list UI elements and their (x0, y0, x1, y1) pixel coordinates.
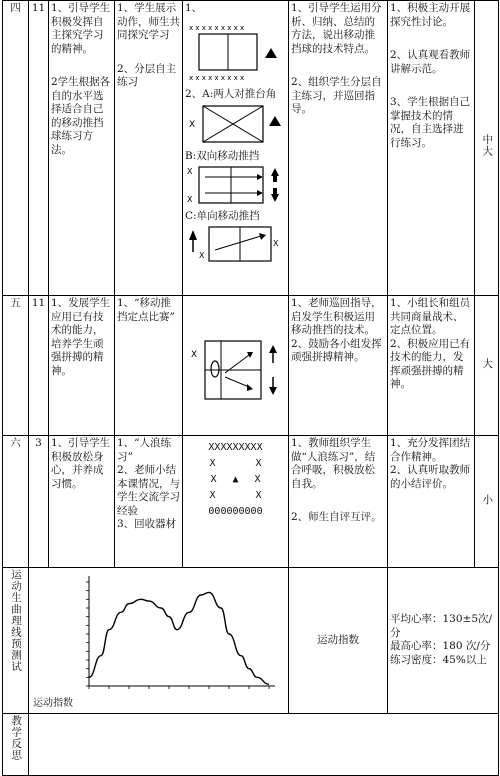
formation-line: X X (209, 490, 262, 501)
teacher-item: 2、鼓励各小组发挥顽强拼搏精神。 (291, 337, 382, 363)
teacher-item: 1、教师组织学生做“人浪练习”，结合呼吸，积极放松自我。 (291, 437, 376, 490)
teacher-item: 2、组织学生分层自主练习，并巡回指导。 (291, 76, 382, 115)
row-part-4 (3, 1, 499, 296)
part-cell: 六 (3, 436, 29, 568)
row-heart-rate-curve (3, 568, 499, 714)
lesson-plan-table (2, 0, 499, 776)
down-arrow-icon (271, 194, 279, 202)
teacher-activity-cell (289, 436, 388, 568)
reflection-label: 教学反思 (10, 714, 23, 761)
arrow-head-icon (259, 233, 266, 240)
student-activity-cell (388, 1, 475, 296)
x-row-top: x x x x x x x x x (189, 23, 245, 32)
student-item: 2、认真观看教师讲解示范。 (390, 49, 471, 75)
diagonal-push-diagram (185, 102, 285, 146)
two-way-move-diagram (185, 164, 285, 206)
part-cell: 四 (3, 1, 29, 296)
arrow-head-icon (257, 174, 263, 180)
methods-cell (115, 436, 183, 568)
player-x-icon: X (199, 250, 205, 260)
method-item: 2、老师小结本课情况，与学生交流学习经验 (117, 464, 180, 517)
formation-cell (183, 436, 289, 568)
student-item: 2、积极应用已有技术的能力，发挥顽强拼搏的精神。 (390, 337, 471, 390)
load-cell (475, 1, 499, 296)
method-item: 3、回收器材 (117, 518, 177, 530)
index-label: 运动指数 (317, 633, 359, 646)
teacher-item: 1、引导学生运用分析、归纳、总结的方法，说出移动推挡球的技术特点。 (291, 2, 382, 55)
reflection-label-cell (3, 713, 29, 775)
player-x-icon: X (191, 350, 198, 360)
row-reflection (3, 713, 499, 775)
content-item: 2学生根据各自的水平选择适合自己的移动推挡球练习方法。 (51, 76, 111, 156)
load-cell (475, 296, 499, 436)
arrow-head-icon (247, 352, 253, 358)
formation-line: X ▲ X (210, 474, 261, 485)
part-cell: 五 (3, 296, 29, 436)
teacher-item: 2、师生自评互评。 (291, 511, 382, 523)
method-item: 2、分层自主练习 (117, 62, 177, 88)
heart-rate-line (89, 592, 269, 684)
teacher-triangle-icon (265, 48, 277, 58)
student-activity-cell (388, 296, 475, 436)
curve-caption: 运动指数 (33, 698, 73, 709)
arrow-head-icon (257, 190, 263, 196)
x-row-bottom: x x x x x x x x x (189, 73, 245, 82)
content-item: 1、引导学生积极发挥自主探究学习的精神。 (51, 2, 111, 55)
player-x-icon: X (187, 166, 193, 176)
teacher-activity-cell (289, 1, 388, 296)
target-zone (211, 361, 219, 377)
formation-line: 000000000 (208, 506, 263, 517)
fixed-point-match-diagram (185, 297, 285, 417)
student-item: 1、小组长和组员共同商量战术、定点位置。 (390, 297, 471, 336)
method-item: 1、“人浪练习” (117, 437, 172, 463)
methods-cell (115, 296, 183, 436)
content-item: 1、发展学生应用已有技术的能力，培养学生顽强拼搏的精神。 (51, 297, 111, 377)
student-activity-cell (388, 436, 475, 568)
heart-rate-curve-chart (29, 568, 287, 708)
org-c-label: C:单向移动推挡 (185, 210, 260, 222)
one-way-move-diagram (185, 224, 285, 264)
player-x-icon: X (187, 194, 193, 204)
arrow-head-icon (247, 384, 253, 391)
methods-cell (115, 1, 183, 296)
content-cell (49, 1, 115, 296)
formation-line: X X (209, 458, 262, 469)
curve-label-cell (3, 568, 29, 714)
curve-label: 运动生曲理线预测试 (10, 569, 22, 673)
student-item: 1、充分发挥团结合作精神。 (390, 437, 471, 463)
index-label-cell (289, 568, 388, 714)
player-x-icon: X (189, 119, 196, 130)
stat-item: 练习密度：45%以上 (390, 653, 487, 666)
minutes-cell: 11 (29, 296, 49, 436)
minutes-cell: 11 (29, 1, 49, 296)
content-item: 1、引导学生积极放松身心，并养成习惯。 (51, 437, 111, 490)
up-arrow-icon (271, 168, 279, 176)
table-formation-diagram (185, 16, 285, 84)
stat-item: 平均心率：130±5次/分 (390, 613, 493, 639)
student-item: 1、积极主动开展探究性讨论。 (390, 2, 471, 28)
method-item: 1、学生展示动作，师生共同探究学习 (117, 2, 180, 41)
stats-cell (388, 568, 499, 714)
org-label: 1、 (185, 2, 203, 14)
up-arrow-icon (189, 230, 197, 240)
teacher-activity-cell (289, 296, 388, 436)
row-part-6 (3, 436, 499, 568)
org-a-label: 2、A:两人对推台角 (185, 88, 277, 100)
load-text: 中大 (481, 134, 494, 158)
up-arrow-icon (269, 345, 277, 353)
reflection-content-cell (29, 713, 499, 775)
load-cell (475, 436, 499, 568)
teacher-triangle-icon (269, 116, 281, 126)
method-item: 1、“移动推挡定点比赛” (117, 297, 175, 323)
ball-path (215, 236, 261, 250)
organization-cell (183, 296, 289, 436)
student-item: 2、认真听取教师的小结评价。 (390, 464, 471, 490)
row-part-5 (3, 296, 499, 436)
teacher-item: 1、老师巡回指导，启发学生积极运用移动推挡的技术。 (291, 297, 382, 336)
load-text: 大 (481, 357, 494, 369)
load-text: 小 (481, 493, 494, 505)
content-cell (49, 436, 115, 568)
org-b-label: B:双向移动推挡 (185, 150, 260, 162)
player-x-icon: X (273, 238, 279, 248)
down-arrow-icon (269, 387, 277, 395)
down-arrow-icon (273, 188, 277, 194)
minutes-cell: 3 (29, 436, 49, 568)
up-arrow-icon (273, 176, 277, 182)
organization-cell (183, 1, 289, 296)
content-cell (49, 296, 115, 436)
curve-chart-cell (29, 568, 289, 714)
formation-line: XXXXXXXXX (208, 442, 263, 453)
student-item: 3、学生根据自己掌握技术的情况，自主选择进行练习。 (390, 96, 471, 149)
ball-path (225, 377, 249, 387)
stat-item: 最高心率：180 次/分 (390, 640, 491, 653)
